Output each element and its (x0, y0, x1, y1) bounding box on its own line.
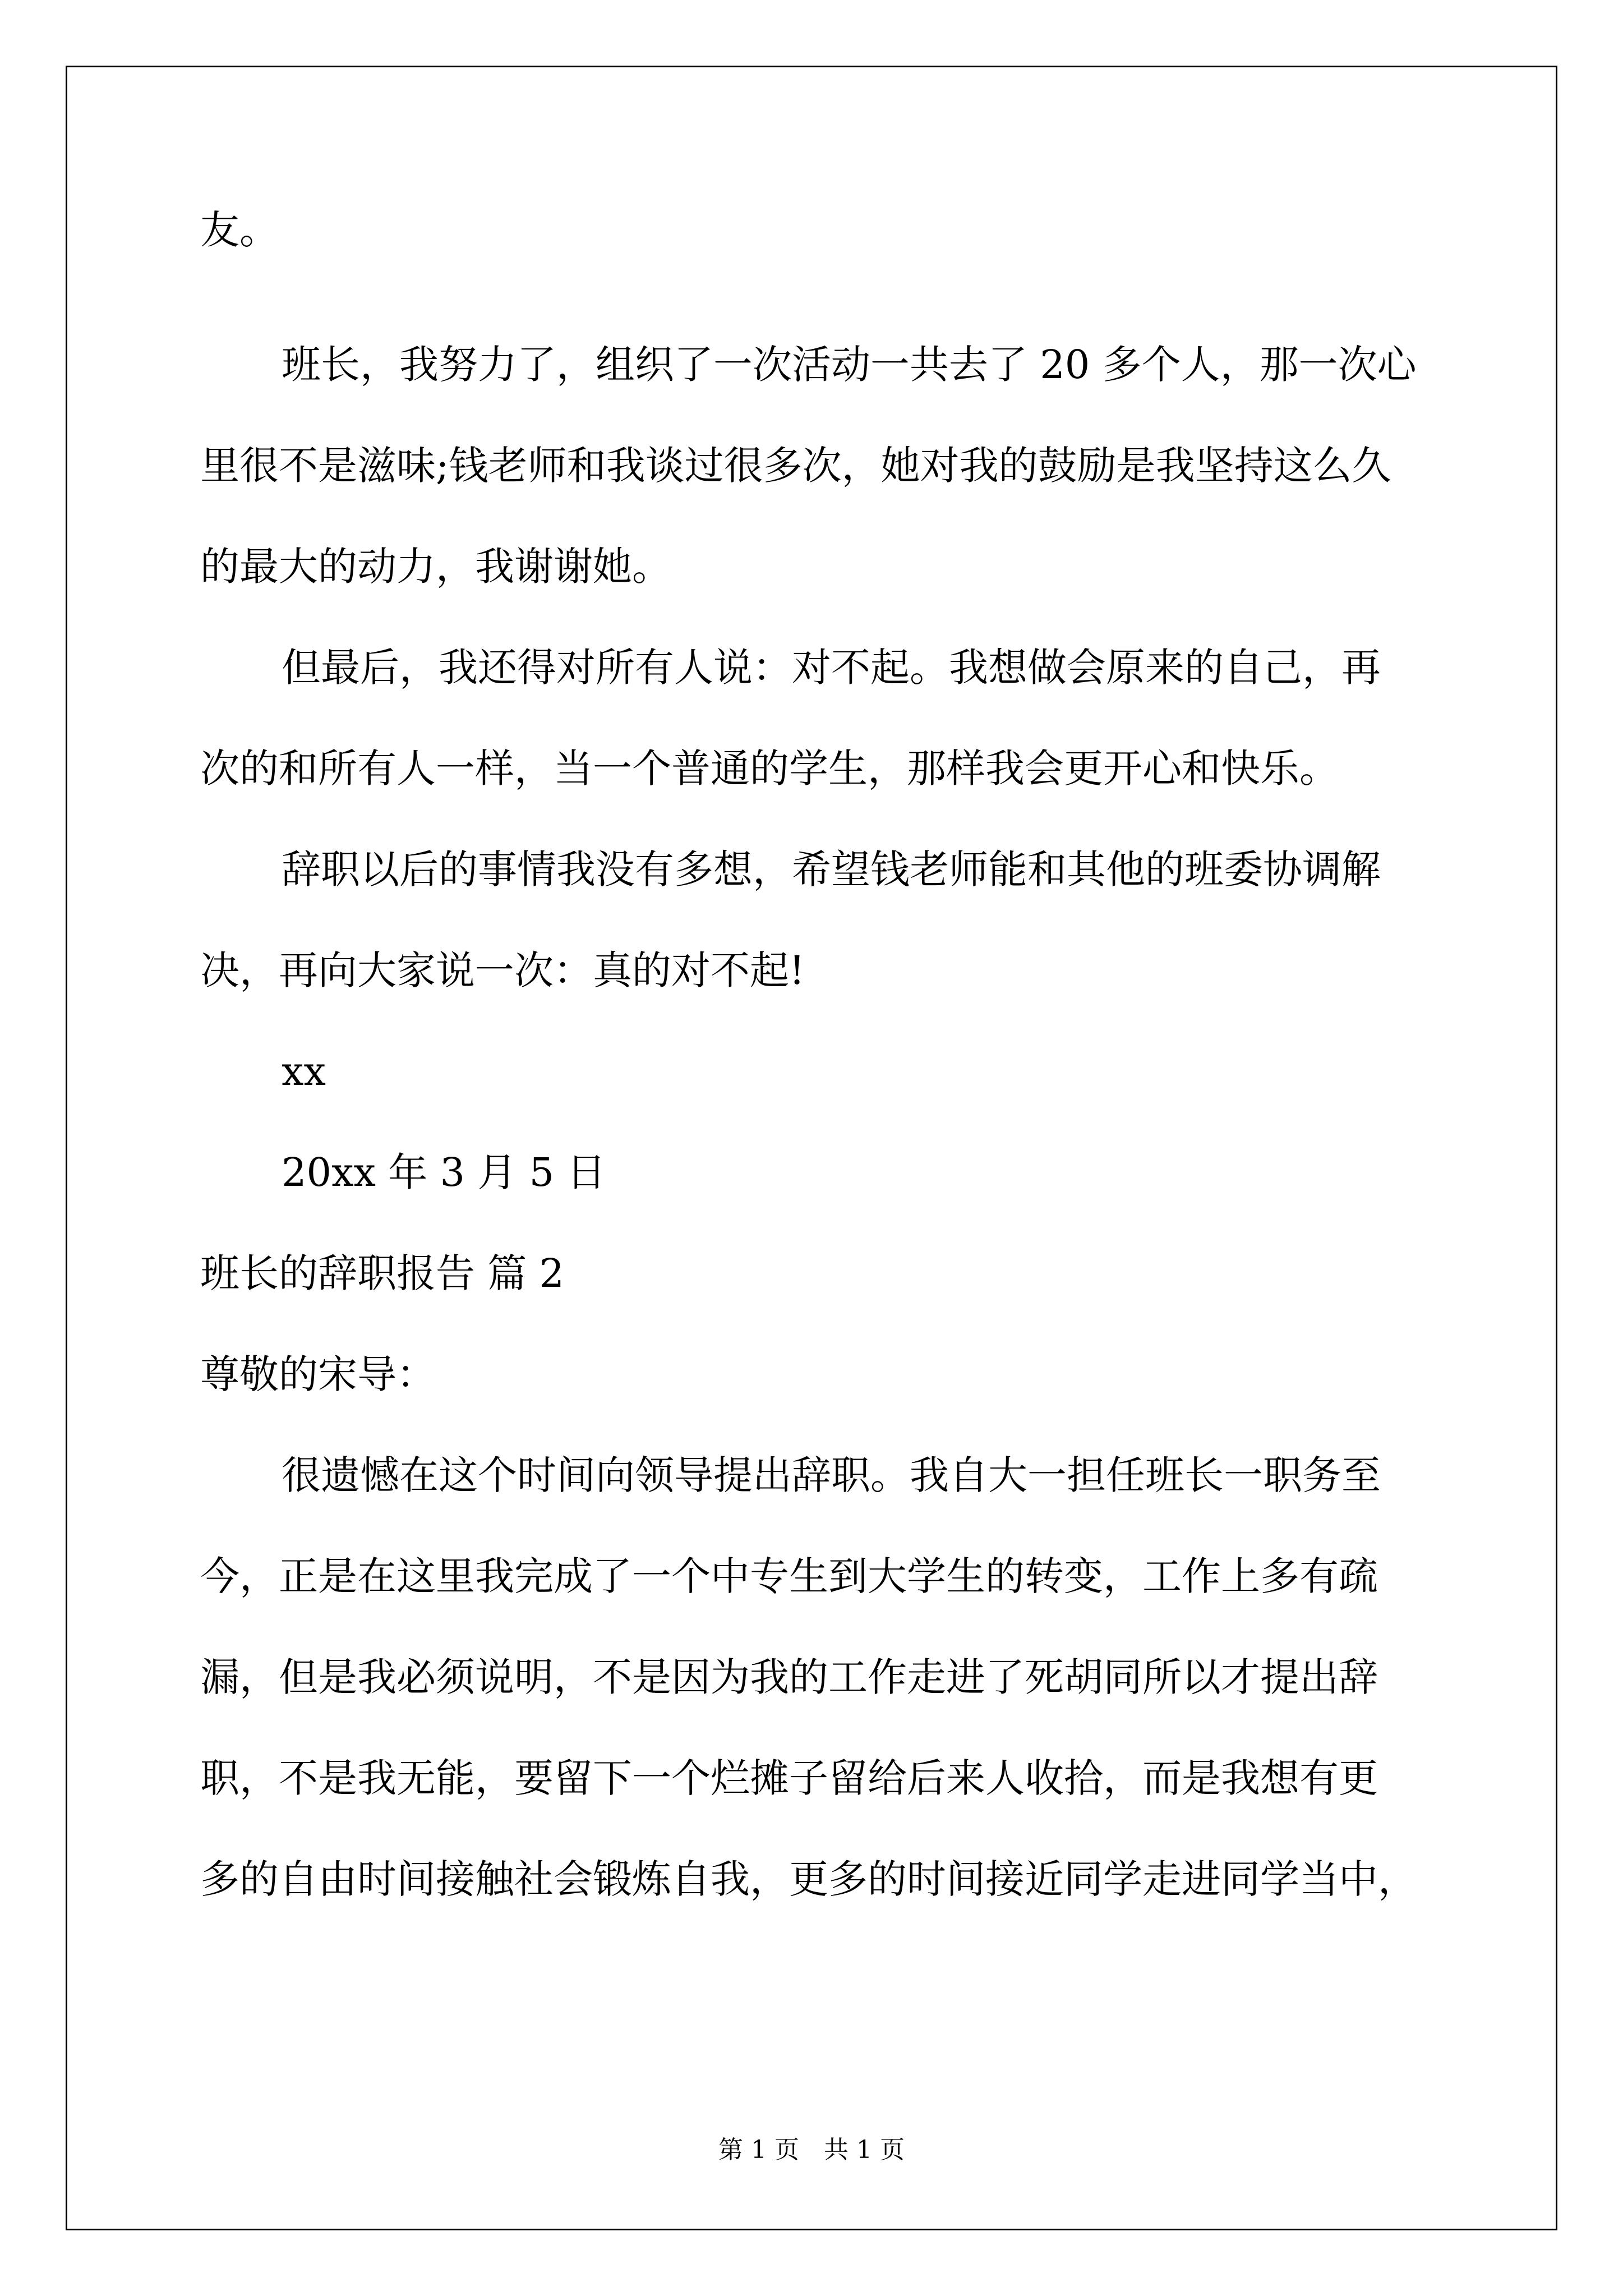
text-line: 班长，我努力了，组织了一次活动一共去了 20 多个人，那一次心 (282, 342, 1417, 388)
page-footer: 第 1 页 共 1 页 (718, 2136, 905, 2164)
text-line: 漏，但是我必须说明，不是因为我的工作走进了死胡同所以才提出辞 (200, 1654, 1378, 1700)
text-line: 但最后，我还得对所有人说：对不起。我想做会原来的自己，再 (282, 645, 1381, 691)
text-line: 职，不是我无能，要留下一个烂摊子留给后来人收拾，而是我想有更 (200, 1755, 1378, 1801)
text-line: 很遗憾在这个时间向领导提出辞职。我自大一担任班长一职务至 (282, 1452, 1381, 1498)
text-line: 今，正是在这里我完成了一个中专生到大学生的转变，工作上多有疏 (200, 1553, 1378, 1599)
text-line: 里很不是滋味;钱老师和我谈过很多次，她对我的鼓励是我坚持这么久 (200, 443, 1391, 489)
section-heading: 班长的辞职报告 篇 2 (200, 1250, 565, 1296)
text-line: 决，再向大家说一次：真的对不起! (200, 947, 805, 993)
text-line: 辞职以后的事情我没有多想，希望钱老师能和其他的班委协调解 (282, 846, 1381, 892)
signature-date: 20xx 年 3 月 5 日 (282, 1149, 606, 1195)
text-line: 的最大的动力，我谢谢她。 (200, 544, 671, 590)
text-line: 友。 (200, 207, 279, 253)
salutation: 尊敬的宋导： (200, 1351, 436, 1397)
signature-name: xx (282, 1048, 326, 1094)
text-line: 次的和所有人一样，当一个普通的学生，那样我会更开心和快乐。 (200, 746, 1339, 792)
text-line: 多的自由时间接触社会锻炼自我，更多的时间接近同学走进同学当中， (200, 1856, 1417, 1902)
